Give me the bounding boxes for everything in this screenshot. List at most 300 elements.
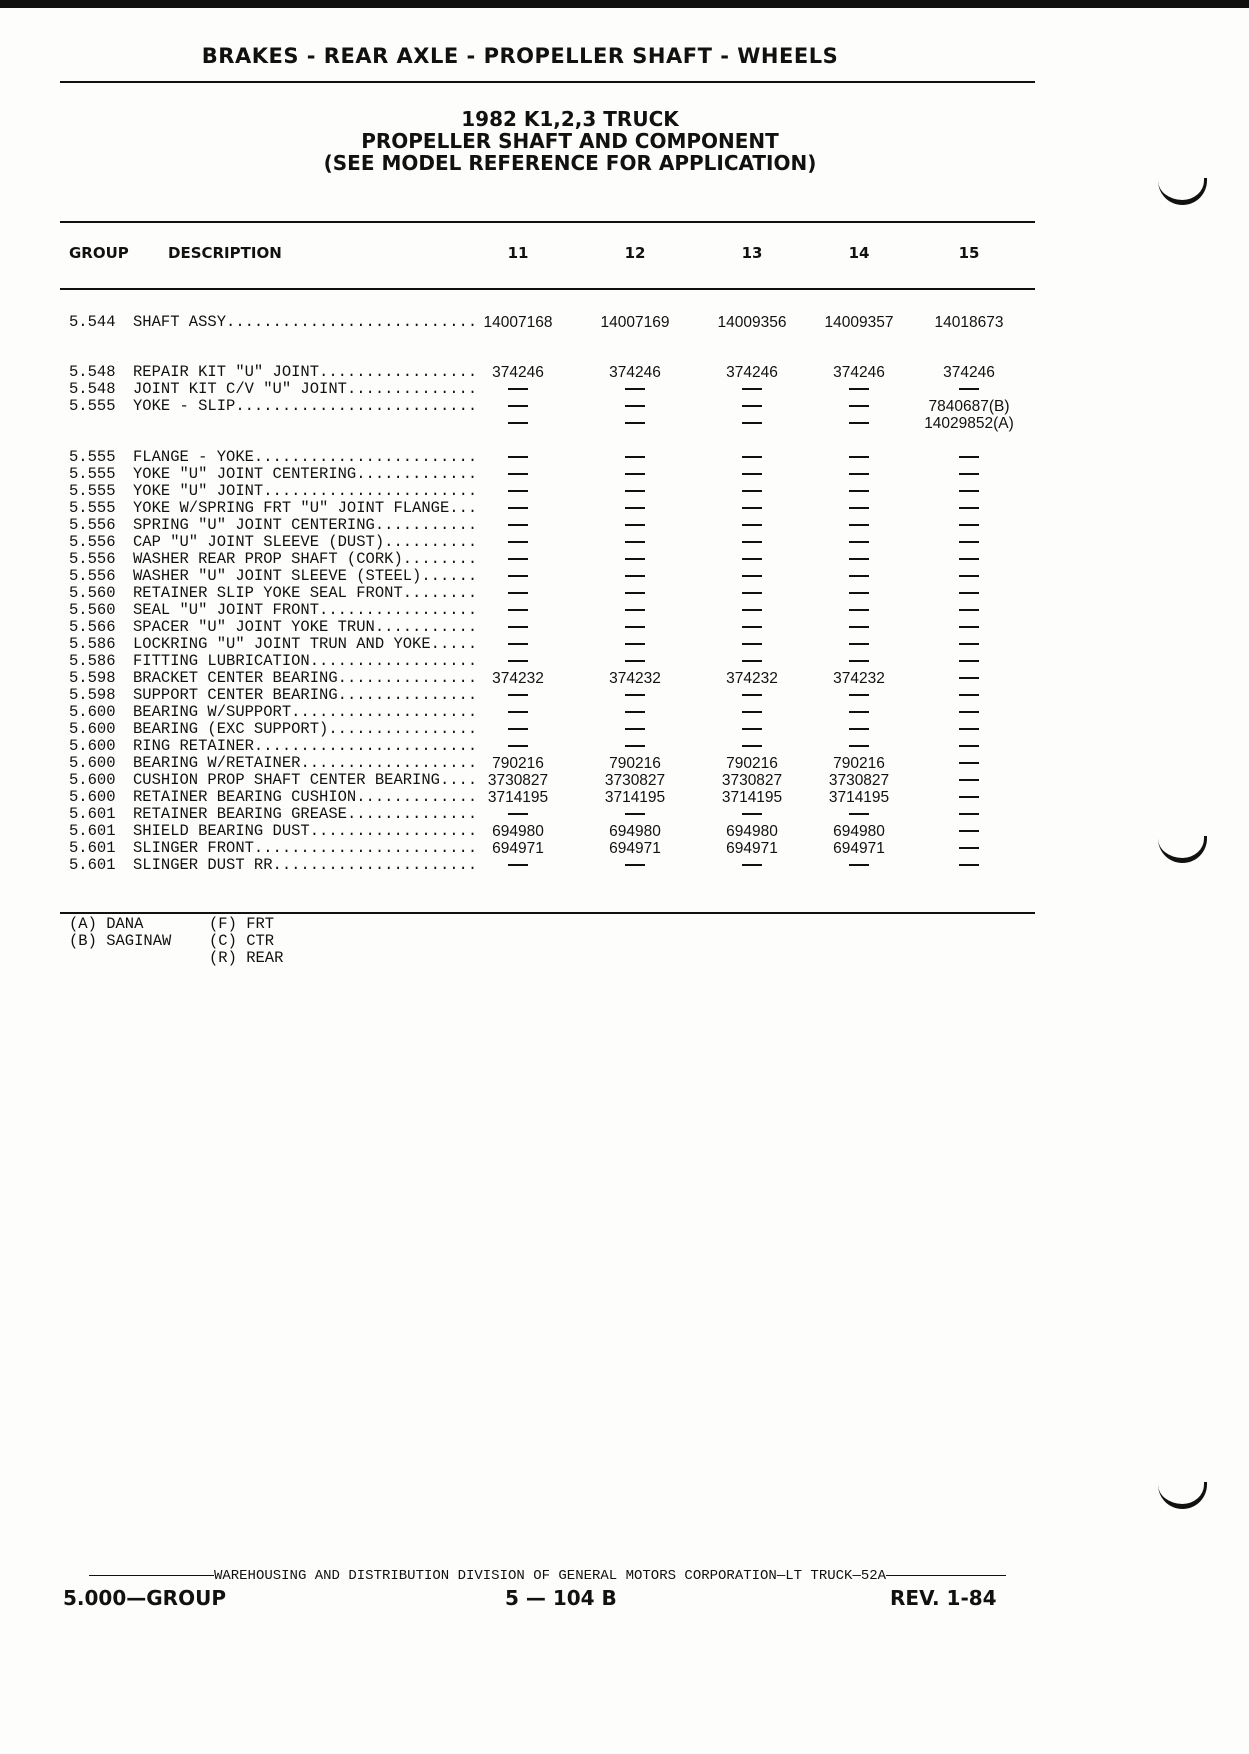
not-applicable-dash — [697, 602, 807, 619]
dot-leader: ........................... — [226, 313, 478, 331]
part-number: 694971 — [609, 840, 661, 857]
part-description-text: RING RETAINER — [133, 737, 254, 755]
dash-mark — [959, 813, 979, 815]
dash-mark — [849, 643, 869, 645]
dash-mark — [742, 643, 762, 645]
table-row — [0, 483, 1249, 500]
part-description — [133, 567, 478, 585]
not-applicable-dash — [914, 823, 1024, 840]
table-row — [0, 585, 1249, 602]
dash-mark — [742, 422, 762, 424]
part-number: 374246 — [943, 364, 995, 381]
table-row — [0, 381, 1249, 398]
part-description — [133, 703, 478, 721]
part-number: 374232 — [492, 670, 544, 687]
dash-mark — [959, 626, 979, 628]
not-applicable-dash — [914, 721, 1024, 738]
table-row — [0, 364, 1249, 381]
dot-leader: .......... — [384, 533, 478, 551]
dash-mark — [849, 813, 869, 815]
part-description-text: BEARING W/RETAINER — [133, 754, 301, 772]
group-code: 5.560 — [69, 601, 116, 619]
part-description-text: FITTING LUBRICATION — [133, 652, 310, 670]
not-applicable-dash — [580, 500, 690, 517]
dash-mark — [742, 456, 762, 458]
dash-mark — [959, 592, 979, 594]
dash-mark — [625, 609, 645, 611]
part-number: 3730827 — [828, 772, 890, 789]
not-applicable-dash — [804, 721, 914, 738]
not-applicable-dash — [804, 398, 914, 415]
group-code: 5.600 — [69, 703, 116, 721]
dash-mark — [508, 728, 528, 730]
not-applicable-dash — [463, 517, 573, 534]
dot-leader: ................. — [319, 363, 478, 381]
dash-mark — [508, 473, 528, 475]
not-applicable-dash — [914, 602, 1024, 619]
not-applicable-dash — [804, 602, 914, 619]
title-line-3: (SEE MODEL REFERENCE FOR APPLICATION) — [323, 151, 817, 175]
part-number: 3714195 — [828, 789, 890, 806]
part-description — [133, 363, 478, 381]
dash-mark — [849, 405, 869, 407]
dot-leader: ........................ — [253, 448, 478, 466]
table-row — [0, 602, 1249, 619]
dot-leader: ............... — [337, 686, 478, 704]
not-applicable-dash — [804, 381, 914, 398]
group-code: 5.556 — [69, 533, 116, 551]
not-applicable-dash — [914, 687, 1024, 704]
dot-leader: ............. — [356, 465, 478, 483]
part-description-text: SPACER "U" JOINT YOKE TRUN — [133, 618, 375, 636]
table-row — [0, 857, 1249, 874]
part-description-text: CAP "U" JOINT SLEEVE (DUST) — [133, 533, 385, 551]
group-code: 5.601 — [69, 822, 116, 840]
table-row — [0, 568, 1249, 585]
not-applicable-dash — [804, 806, 914, 823]
dot-leader: .............. — [346, 805, 478, 823]
dash-mark — [625, 813, 645, 815]
dash-mark — [959, 609, 979, 611]
part-number: 694980 — [609, 823, 661, 840]
table-row — [0, 551, 1249, 568]
dash-mark — [625, 473, 645, 475]
group-code: 5.555 — [69, 499, 116, 517]
dash-mark — [959, 660, 979, 662]
not-applicable-dash — [914, 517, 1024, 534]
table-row — [0, 687, 1249, 704]
dash-mark — [508, 541, 528, 543]
dash-mark — [508, 745, 528, 747]
part-number: 14009356 — [717, 314, 787, 331]
dash-mark — [625, 745, 645, 747]
part-description — [133, 313, 478, 331]
not-applicable-dash — [914, 670, 1024, 687]
dash-mark — [849, 388, 869, 390]
dot-leader: .................... — [291, 703, 478, 721]
footer-division: WAREHOUSING AND DISTRIBUTION DIVISION OF GENERAL MOTORS CORPORATION—LT TRUCK—52A — [213, 1568, 887, 1584]
part-description — [133, 737, 478, 755]
dash-mark — [959, 694, 979, 696]
not-applicable-dash — [580, 636, 690, 653]
not-applicable-dash — [463, 738, 573, 755]
part-number: 3714195 — [487, 789, 549, 806]
not-applicable-dash — [804, 534, 914, 551]
dash-mark — [742, 711, 762, 713]
dash-mark — [508, 524, 528, 526]
dot-leader: ............... — [337, 669, 478, 687]
table-row — [0, 789, 1249, 806]
part-number: 14007168 — [483, 314, 553, 331]
not-applicable-dash — [580, 466, 690, 483]
part-description-text: YOKE "U" JOINT — [133, 482, 264, 500]
not-applicable-dash — [914, 619, 1024, 636]
table-row — [0, 738, 1249, 755]
dash-mark — [625, 541, 645, 543]
dot-leader: .................. — [309, 652, 478, 670]
dash-mark — [742, 490, 762, 492]
not-applicable-dash — [804, 415, 914, 432]
part-description-text: WASHER REAR PROP SHAFT (CORK) — [133, 550, 403, 568]
dash-mark — [508, 490, 528, 492]
not-applicable-dash — [580, 415, 690, 432]
not-applicable-dash — [914, 806, 1024, 823]
part-number: 374246 — [833, 364, 885, 381]
footer-rule-left — [89, 1575, 214, 1576]
part-description-text: SLINGER FRONT — [133, 839, 254, 857]
dash-mark — [508, 609, 528, 611]
not-applicable-dash — [697, 636, 807, 653]
not-applicable-dash — [697, 449, 807, 466]
table-row — [0, 823, 1249, 840]
part-description-text: YOKE "U" JOINT CENTERING — [133, 465, 357, 483]
column-header-model-11: 11 — [507, 244, 529, 262]
not-applicable-dash — [914, 449, 1024, 466]
dash-mark — [742, 524, 762, 526]
not-applicable-dash — [804, 483, 914, 500]
dash-mark — [625, 592, 645, 594]
dot-leader: ... — [449, 499, 478, 517]
dot-leader: ...................... — [272, 856, 478, 874]
dash-mark — [625, 711, 645, 713]
part-number: 3730827 — [721, 772, 783, 789]
group-code: 5.548 — [69, 363, 116, 381]
table-row — [0, 534, 1249, 551]
not-applicable-dash — [804, 585, 914, 602]
group-code: 5.601 — [69, 839, 116, 857]
not-applicable-dash — [580, 568, 690, 585]
table-row — [0, 449, 1249, 466]
not-applicable-dash — [463, 636, 573, 653]
part-description — [133, 652, 478, 670]
dash-mark — [959, 762, 979, 764]
not-applicable-dash — [914, 840, 1024, 857]
dash-mark — [508, 507, 528, 509]
not-applicable-dash — [580, 449, 690, 466]
not-applicable-dash — [580, 857, 690, 874]
dot-leader: ..... — [430, 635, 478, 653]
dash-mark — [742, 626, 762, 628]
dash-mark — [742, 728, 762, 730]
dash-mark — [959, 575, 979, 577]
footer-group: 5.000—GROUP — [63, 1586, 226, 1610]
part-number: 790216 — [833, 755, 885, 772]
not-applicable-dash — [463, 687, 573, 704]
table-row — [0, 500, 1249, 517]
not-applicable-dash — [463, 602, 573, 619]
table-row — [0, 466, 1249, 483]
dot-leader: ................... — [300, 754, 478, 772]
dash-mark — [849, 422, 869, 424]
table-row — [0, 670, 1249, 687]
dash-mark — [508, 626, 528, 628]
not-applicable-dash — [914, 568, 1024, 585]
dash-mark — [742, 388, 762, 390]
not-applicable-dash — [804, 857, 914, 874]
table-row — [0, 755, 1249, 772]
not-applicable-dash — [914, 585, 1024, 602]
not-applicable-dash — [697, 687, 807, 704]
dash-mark — [508, 711, 528, 713]
group-code: 5.601 — [69, 805, 116, 823]
part-description — [133, 448, 478, 466]
part-description — [133, 397, 478, 415]
part-number: 374246 — [726, 364, 778, 381]
part-description — [133, 482, 478, 500]
not-applicable-dash — [697, 381, 807, 398]
part-description-text: SHIELD BEARING DUST — [133, 822, 310, 840]
not-applicable-dash — [804, 653, 914, 670]
part-description — [133, 720, 478, 738]
section-header: BRAKES - REAR AXLE - PROPELLER SHAFT - WHEELS — [201, 44, 839, 68]
part-description-text: BRACKET CENTER BEARING — [133, 669, 338, 687]
dash-mark — [742, 660, 762, 662]
group-code: 5.555 — [69, 448, 116, 466]
dash-mark — [625, 507, 645, 509]
part-number: 14007169 — [600, 314, 670, 331]
not-applicable-dash — [580, 619, 690, 636]
part-description-text: RETAINER SLIP YOKE SEAL FRONT — [133, 584, 403, 602]
not-applicable-dash — [463, 483, 573, 500]
dash-mark — [849, 575, 869, 577]
dot-leader: ....................... — [263, 482, 478, 500]
group-code: 5.544 — [69, 313, 116, 331]
dot-leader: .................. — [309, 822, 478, 840]
dash-mark — [742, 592, 762, 594]
legend-column-2 — [209, 916, 329, 967]
not-applicable-dash — [463, 806, 573, 823]
not-applicable-dash — [697, 517, 807, 534]
dash-mark — [742, 609, 762, 611]
part-description — [133, 499, 478, 517]
dash-mark — [742, 745, 762, 747]
part-number: 694971 — [492, 840, 544, 857]
not-applicable-dash — [463, 721, 573, 738]
not-applicable-dash — [697, 534, 807, 551]
part-description-text: JOINT KIT C/V "U" JOINT — [133, 380, 347, 398]
part-description — [133, 533, 478, 551]
not-applicable-dash — [697, 721, 807, 738]
part-number: 374232 — [833, 670, 885, 687]
table-row — [0, 704, 1249, 721]
not-applicable-dash — [463, 704, 573, 721]
not-applicable-dash — [914, 500, 1024, 517]
not-applicable-dash — [914, 857, 1024, 874]
dot-leader: .......................... — [235, 397, 478, 415]
dash-mark — [849, 473, 869, 475]
part-description — [133, 771, 478, 789]
dash-mark — [849, 558, 869, 560]
table-row — [0, 653, 1249, 670]
group-code: 5.556 — [69, 550, 116, 568]
group-code: 5.586 — [69, 652, 116, 670]
not-applicable-dash — [804, 449, 914, 466]
not-applicable-dash — [914, 755, 1024, 772]
dash-mark — [959, 728, 979, 730]
part-number: 14018673 — [934, 314, 1004, 331]
part-description — [133, 805, 478, 823]
part-description — [133, 788, 478, 806]
part-description-text: YOKE W/SPRING FRT "U" JOINT FLANGE — [133, 499, 450, 517]
part-description-text: SPRING "U" JOINT CENTERING — [133, 516, 375, 534]
dash-mark — [959, 847, 979, 849]
dash-mark — [508, 388, 528, 390]
part-number: 374246 — [609, 364, 661, 381]
part-number: 790216 — [492, 755, 544, 772]
not-applicable-dash — [580, 398, 690, 415]
not-applicable-dash — [914, 772, 1024, 789]
part-number: 14029852(A) — [924, 415, 1014, 432]
group-code: 5.555 — [69, 465, 116, 483]
dot-leader: ................ — [328, 720, 478, 738]
not-applicable-dash — [463, 857, 573, 874]
dash-mark — [849, 694, 869, 696]
dot-leader: ........ — [402, 550, 478, 568]
dot-leader: .... — [439, 771, 478, 789]
group-code: 5.560 — [69, 584, 116, 602]
title-line-2: PROPELLER SHAFT AND COMPONENT — [361, 129, 779, 153]
not-applicable-dash — [804, 551, 914, 568]
group-code: 5.555 — [69, 397, 116, 415]
dash-mark — [508, 694, 528, 696]
dash-mark — [959, 507, 979, 509]
part-description — [133, 618, 478, 636]
group-code: 5.598 — [69, 686, 116, 704]
part-description-text: LOCKRING "U" JOINT TRUN AND YOKE — [133, 635, 431, 653]
not-applicable-dash — [914, 789, 1024, 806]
part-number: 790216 — [609, 755, 661, 772]
not-applicable-dash — [580, 517, 690, 534]
not-applicable-dash — [463, 551, 573, 568]
not-applicable-dash — [580, 381, 690, 398]
dash-mark — [625, 575, 645, 577]
group-code: 5.555 — [69, 482, 116, 500]
dash-mark — [625, 864, 645, 866]
dash-mark — [508, 660, 528, 662]
part-number: 694980 — [492, 823, 544, 840]
title-line-1: 1982 K1,2,3 TRUCK — [461, 107, 679, 131]
not-applicable-dash — [697, 568, 807, 585]
column-header-group: GROUP — [69, 244, 129, 262]
dash-mark — [742, 558, 762, 560]
dash-mark — [849, 490, 869, 492]
part-number: 3730827 — [604, 772, 666, 789]
dash-mark — [625, 558, 645, 560]
table-row — [0, 772, 1249, 789]
part-description-text: SHAFT ASSY — [133, 313, 227, 331]
dash-mark — [625, 626, 645, 628]
table-row — [0, 415, 1249, 432]
part-description — [133, 686, 478, 704]
not-applicable-dash — [697, 738, 807, 755]
legend-note: (F) FRT — [209, 915, 275, 933]
not-applicable-dash — [463, 619, 573, 636]
part-description-text: BEARING W/SUPPORT — [133, 703, 292, 721]
not-applicable-dash — [697, 704, 807, 721]
part-number: 374232 — [609, 670, 661, 687]
part-number: 3714195 — [604, 789, 666, 806]
legend-note: (A) DANA — [69, 915, 144, 933]
part-description-text: BEARING (EXC SUPPORT) — [133, 720, 329, 738]
part-number: 694971 — [833, 840, 885, 857]
dash-mark — [742, 541, 762, 543]
part-description — [133, 465, 478, 483]
part-description — [133, 839, 478, 857]
dash-mark — [508, 456, 528, 458]
dash-mark — [959, 864, 979, 866]
dash-mark — [625, 643, 645, 645]
footer-page-number: 5 — 104 B — [505, 1586, 617, 1610]
not-applicable-dash — [580, 483, 690, 500]
table-bottom-rule — [60, 912, 1035, 914]
not-applicable-dash — [914, 381, 1024, 398]
dash-mark — [508, 813, 528, 815]
part-description — [133, 754, 478, 772]
not-applicable-dash — [463, 398, 573, 415]
part-description-text: WASHER "U" JOINT SLEEVE (STEEL) — [133, 567, 422, 585]
footer-division-line — [60, 1568, 1035, 1584]
not-applicable-dash — [697, 500, 807, 517]
dash-mark — [849, 507, 869, 509]
dash-mark — [508, 558, 528, 560]
dash-mark — [742, 575, 762, 577]
table-row — [0, 314, 1249, 331]
dash-mark — [625, 422, 645, 424]
table-row — [0, 806, 1249, 823]
dash-mark — [849, 864, 869, 866]
group-code: 5.600 — [69, 788, 116, 806]
part-description-text: FLANGE - YOKE — [133, 448, 254, 466]
dot-leader: ................. — [319, 601, 478, 619]
dash-mark — [625, 405, 645, 407]
not-applicable-dash — [580, 721, 690, 738]
part-description — [133, 584, 478, 602]
not-applicable-dash — [580, 704, 690, 721]
dash-mark — [959, 796, 979, 798]
group-code: 5.566 — [69, 618, 116, 636]
not-applicable-dash — [580, 551, 690, 568]
not-applicable-dash — [697, 619, 807, 636]
not-applicable-dash — [580, 653, 690, 670]
dash-mark — [849, 524, 869, 526]
part-description — [133, 822, 478, 840]
footer-revision: REV. 1-84 — [890, 1586, 997, 1610]
dash-mark — [959, 643, 979, 645]
dash-mark — [508, 864, 528, 866]
not-applicable-dash — [697, 806, 807, 823]
dash-mark — [959, 490, 979, 492]
dash-mark — [959, 779, 979, 781]
